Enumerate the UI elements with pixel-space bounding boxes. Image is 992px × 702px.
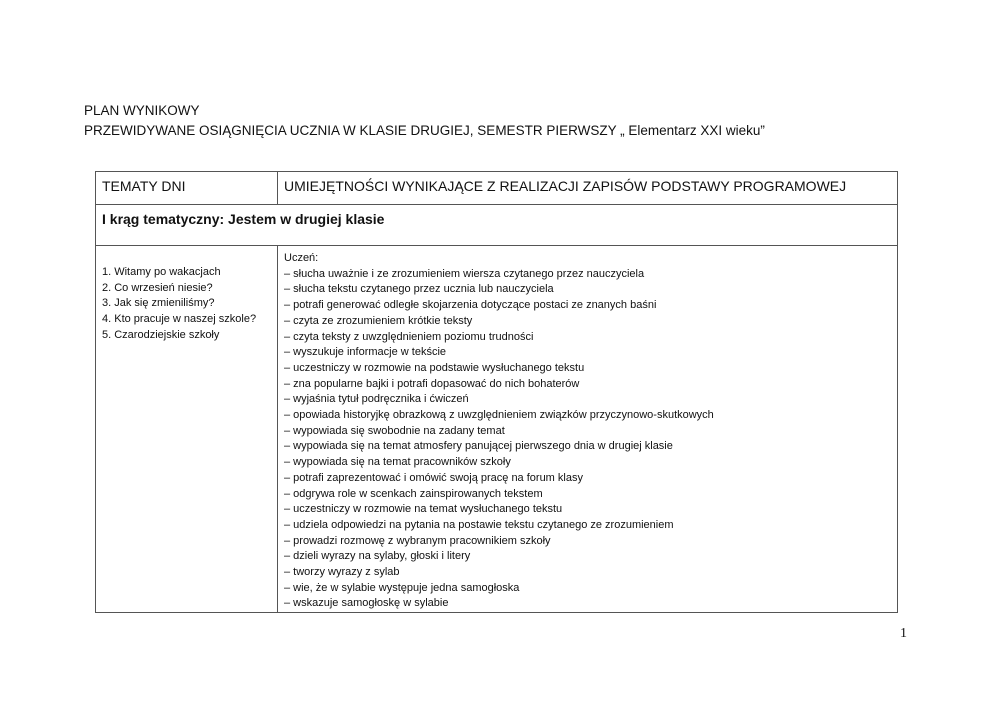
topic-item: 4. Kto pracuje w naszej szkole? xyxy=(102,313,257,326)
skill-item: – dzieli wyrazy na sylaby, głoski i litery xyxy=(284,550,471,563)
section-title: I krąg tematyczny: Jestem w drugiej klasie xyxy=(96,205,898,246)
topics-cell xyxy=(96,246,278,613)
topic-item: 5. Czarodziejskie szkoły xyxy=(102,328,220,341)
skill-item: – słucha uważnie i ze zrozumieniem wiersza czytanego przez nauczyciela xyxy=(284,267,645,280)
page-number: 1 xyxy=(900,626,907,641)
skill-item: – wypowiada się swobodnie na zadany temat xyxy=(284,424,505,437)
skill-item: – odgrywa role w scenkach zainspirowanych tekstem xyxy=(284,487,543,500)
skill-item: – potrafi zaprezentować i omówić swoją pracę na forum klasy xyxy=(284,471,583,484)
skill-item: – wypowiada się na temat atmosfery panującej pierwszego dnia w drugiej klasie xyxy=(284,440,673,453)
skills-list xyxy=(278,246,897,612)
document-header xyxy=(84,101,765,141)
topics-list xyxy=(96,246,277,344)
skill-item: – wyszukuje informacje w tekście xyxy=(284,346,447,359)
skill-item: – słucha tekstu czytanego przez ucznia lub nauczyciela xyxy=(284,283,554,296)
skills-intro: Uczeń: xyxy=(284,252,319,264)
document-subtitle: PRZEWIDYWANE OSIĄGNIĘCIA UCZNIA W KLASIE DRUGIEJ, SEMESTR PIERWSZY „ Elementarz XXI wieku” xyxy=(84,123,765,138)
content-row xyxy=(96,246,898,613)
section-row xyxy=(96,205,898,246)
topic-item: 1. Witamy po wakacjach xyxy=(102,266,221,278)
skill-item: – wypowiada się na temat pracowników szkoły xyxy=(284,456,511,469)
skill-item: – potrafi generować odległe skojarzenia dotyczące postaci ze znanych baśni xyxy=(284,299,657,312)
topic-item: 3. Jak się zmieniliśmy? xyxy=(102,297,215,310)
document-title: PLAN WYNIKOWY xyxy=(84,103,200,118)
skill-item: – wskazuje samogłoskę w sylabie xyxy=(284,597,449,610)
skill-item: – czyta teksty z uwzględnieniem poziomu trudności xyxy=(284,330,534,343)
skill-item: – wyjaśnia tytuł podręcznika i ćwiczeń xyxy=(284,393,469,406)
table-header-row xyxy=(96,172,898,205)
skill-item: – wie, że w sylabie występuje jedna samogłoska xyxy=(284,581,520,594)
col-header-skills: UMIEJĘTNOŚCI WYNIKAJĄCE Z REALIZACJI ZAPISÓW PODSTAWY PROGRAMOWEJ xyxy=(278,172,898,205)
skills-cell xyxy=(278,246,898,613)
topic-item: 2. Co wrzesień niesie? xyxy=(102,281,213,294)
skill-item: – udziela odpowiedzi na pytania na postawie tekstu czytanego ze zrozumieniem xyxy=(284,518,674,531)
plan-table xyxy=(95,171,898,613)
skill-item: – tworzy wyrazy z sylab xyxy=(284,566,400,579)
skill-item: – uczestniczy w rozmowie na temat wysłuchanego tekstu xyxy=(284,503,563,516)
skill-item: – prowadzi rozmowę z wybranym pracownikiem szkoły xyxy=(284,534,551,547)
skill-item: – opowiada historyjkę obrazkową z uwzględnieniem związków przyczynowo-skutkowych xyxy=(284,409,714,422)
skill-item: – uczestniczy w rozmowie na podstawie wysłuchanego tekstu xyxy=(284,361,585,374)
skill-item: – czyta ze zrozumieniem krótkie teksty xyxy=(284,314,473,327)
col-header-topics: TEMATY DNI xyxy=(96,172,278,205)
skill-item: – zna popularne bajki i potrafi dopasować do nich bohaterów xyxy=(284,377,580,390)
